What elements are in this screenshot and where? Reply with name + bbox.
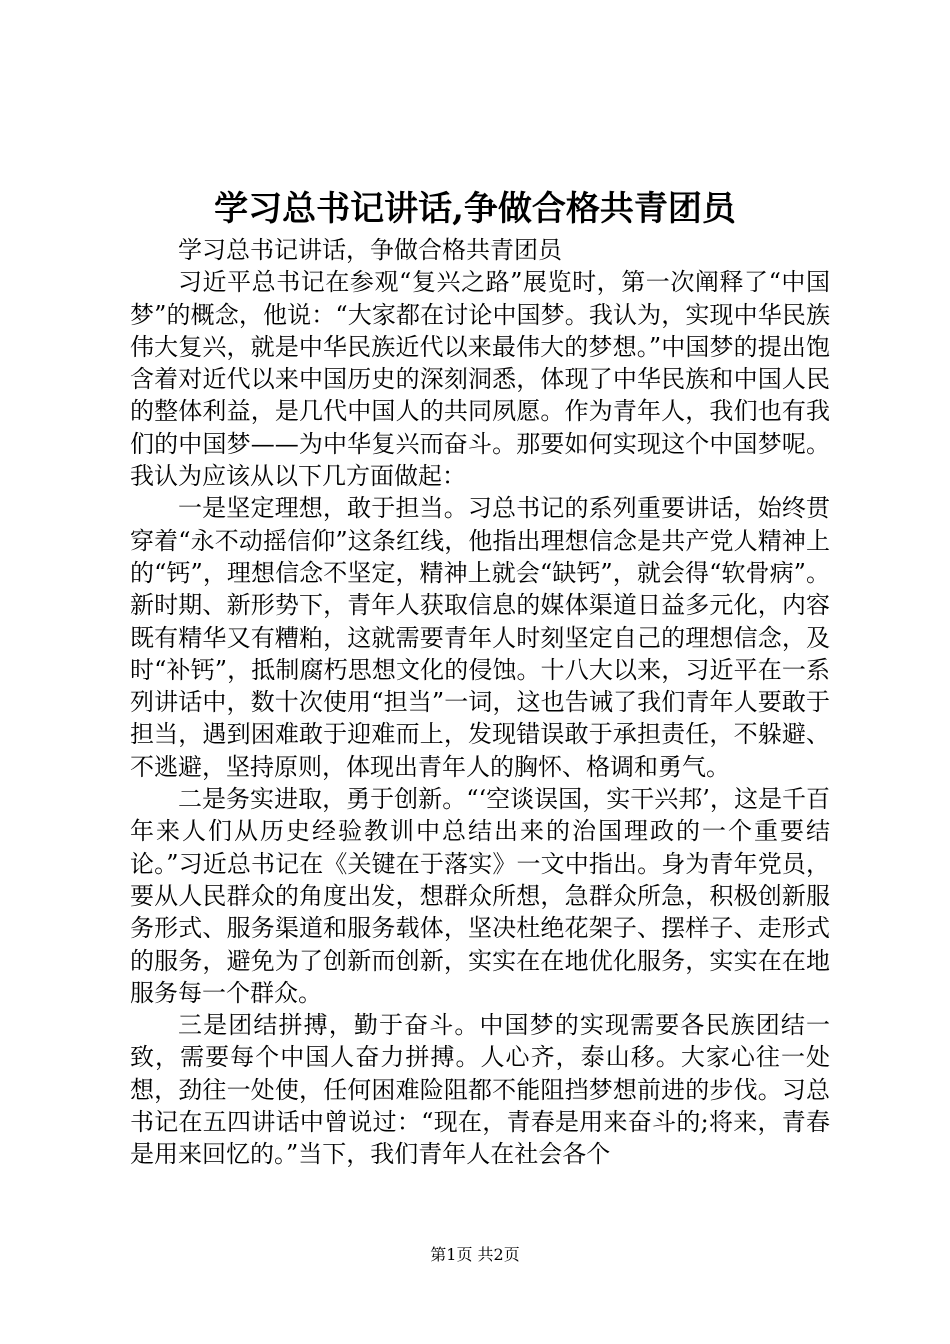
document-body [130,234,830,1171]
page-footer: 第1页 共2页 [430,1245,520,1264]
subtitle-paragraph: 学习总书记讲话，争做合格共青团员 [178,236,562,264]
point-one-paragraph: 一是坚定理想，敢于担当。习总书记的系列重要讲话，始终贯穿着“永不动摇信仰”这条红线，他指出理想信念是共产党人精神上的“钙”，理想信念不坚定，精神上就会“缺钙”，就会得“软骨病”。新时期、新形势下，青年人获取信息的媒体渠道日益多元化，内容既有精华又有糟粕，这就需要青年人时刻坚定自己的理想信念，及时“补钙”，抵制腐朽思想文化的侵蚀。十八大以来，习近平在一系列讲话中，数十次使用“担当”一词，这也告诫了我们青年人要敢于担当，遇到困难敢于迎难而上，发现错误敢于承担责任，不躲避、不逃避，坚持原则，体现出青年人的胸怀、格调和勇气。 [130,494,830,781]
intro-paragraph: 习近平总书记在参观“复兴之路”展览时，第一次阐释了“中国梦”的概念，他说：“大家都在讨论中国梦。我认为，实现中华民族伟大复兴，就是中华民族近代以来最伟大的梦想。”中国梦的提出饱含着对近代以来中国历史的深刻洞悉，体现了中华民族和中国人民的整体利益，是几代中国人的共同夙愿。作为青年人，我们也有我们的中国梦——为中华复兴而奋斗。那要如何实现这个中国梦呢。我认为应该从以下几方面做起： [130,268,830,491]
point-two-paragraph: 二是务实进取，勇于创新。“‘空谈误国，实干兴邦’，这是千百年来人们从历史经验教训中总结出来的治国理政的一个重要结论。”习近总书记在《关键在于落实》一文中指出。身为青年党员，要从人民群众的角度出发，想群众所想，急群众所急，积极创新服务形式、服务渠道和服务载体，坚决杜绝花架子、摆样子、走形式的服务，避免为了创新而创新，实实在在地优化服务，实实在在地服务每一个群众。 [130,785,830,1007]
point-three-paragraph: 三是团结拼搏，勤于奋斗。中国梦的实现需要各民族团结一致，需要每个中国人奋力拼搏。人心齐，泰山移。大家心往一处想，劲往一处使，任何困难险阻都不能阻挡梦想前进的步伐。习总书记在五四讲话中曾说过：“现在，青春是用来奋斗的;将来，青春是用来回忆的。”当下，我们青年人在社会各个 [130,1011,830,1169]
document-title: 学习总书记讲话,争做合格共青团员 [214,189,736,229]
